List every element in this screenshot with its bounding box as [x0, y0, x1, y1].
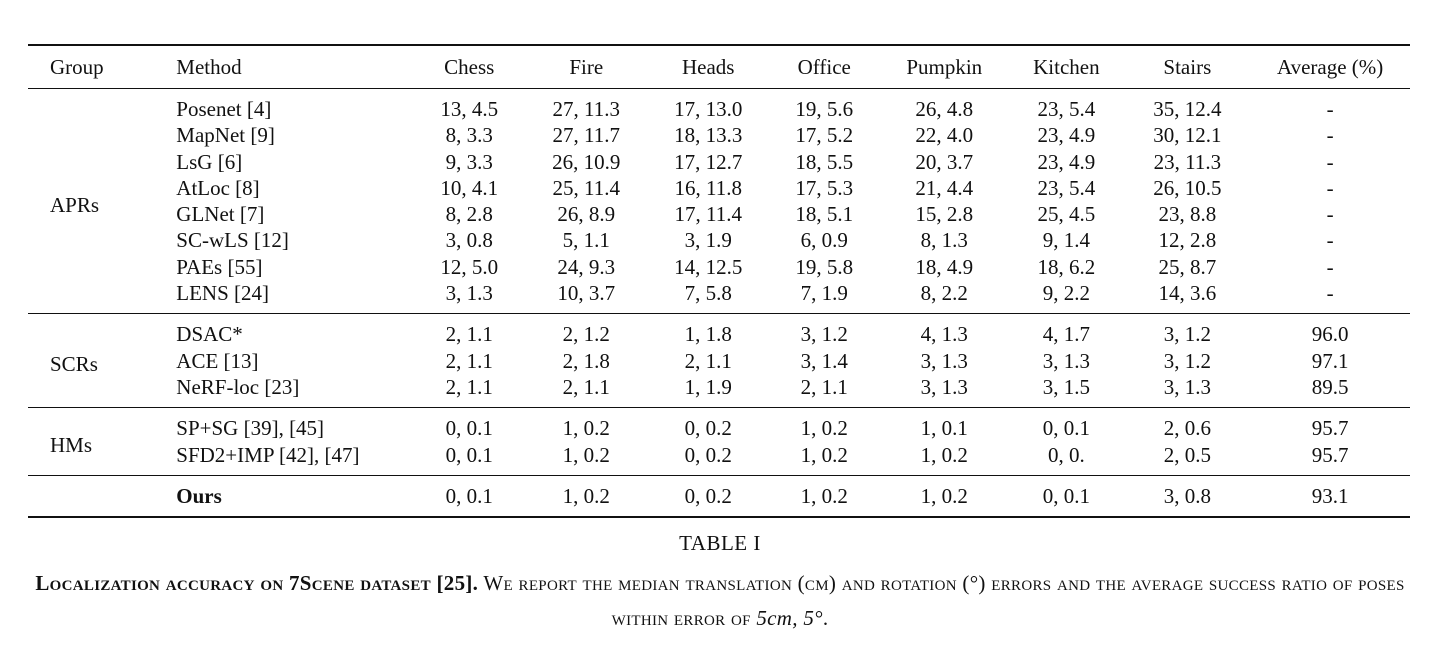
table-caption-label: TABLE I	[679, 531, 761, 555]
cell-pumpkin: 20, 3.7	[915, 149, 974, 174]
method-cell: MapNet [9]	[176, 123, 275, 148]
method-cell: LENS [24]	[176, 281, 270, 306]
cell-pumpkin: 21, 4.4	[915, 175, 974, 200]
cell-kitchen: 3, 1.3	[1042, 348, 1090, 373]
table-row	[28, 254, 1410, 280]
cell-fire: 5, 1.1	[562, 228, 610, 253]
cell-pumpkin: 22, 4.0	[915, 123, 974, 148]
cell-pumpkin: 15, 2.8	[915, 202, 974, 227]
header-pumpkin: Pumpkin	[880, 45, 1008, 89]
method-cell-ours: Ours	[176, 475, 414, 517]
method-cell: GLNet [7]	[176, 202, 265, 227]
cell-average: 96.0	[1250, 314, 1410, 348]
cell-fire: 26, 8.9	[557, 202, 616, 227]
table-row	[28, 314, 1410, 348]
table-row	[28, 201, 1410, 227]
cell-kitchen: 9, 2.2	[1042, 281, 1090, 306]
cell-pumpkin: 3, 1.3	[920, 348, 968, 373]
cell-heads: 0, 0.2	[684, 442, 732, 467]
cell-fire: 1, 0.2	[562, 442, 610, 467]
method-cell: AtLoc [8]	[176, 175, 260, 200]
cell-office: 19, 5.6	[795, 97, 854, 121]
method-cell: ACE [13]	[176, 348, 259, 373]
cell-pumpkin: 8, 2.2	[920, 281, 968, 306]
cell-heads: 1, 1.8	[648, 314, 768, 348]
table-row	[28, 442, 1410, 476]
cell-kitchen: 0, 0.	[1047, 442, 1085, 467]
method-cell: Posenet [4]	[176, 97, 272, 121]
table-row	[28, 122, 1410, 148]
cell-heads: 2, 1.1	[684, 348, 732, 373]
cell-heads: 0, 0.2	[648, 475, 768, 517]
header-stairs: Stairs	[1124, 45, 1250, 89]
cell-stairs: 30, 12.1	[1153, 123, 1222, 148]
table-row	[28, 348, 1410, 374]
cell-chess: 9, 3.3	[445, 149, 493, 174]
cell-office: 18, 5.1	[795, 202, 854, 227]
cell-office: 1, 0.2	[768, 408, 880, 442]
cell-chess: 12, 5.0	[440, 254, 499, 279]
cell-heads: 17, 11.4	[674, 202, 742, 227]
cell-fire: 10, 3.7	[557, 281, 616, 306]
cell-stairs: 23, 8.8	[1158, 202, 1217, 227]
cell-fire: 1, 0.2	[524, 408, 648, 442]
cell-kitchen: 4, 1.7	[1008, 314, 1124, 348]
cell-stairs: 3, 0.8	[1124, 475, 1250, 517]
cell-heads: 14, 12.5	[674, 254, 743, 279]
cell-heads: 17, 12.7	[674, 149, 743, 174]
cell-average: 97.1	[1311, 348, 1349, 373]
cell-chess: 10, 4.1	[440, 175, 499, 200]
header-office: Office	[768, 45, 880, 89]
cell-fire: 2, 1.8	[562, 348, 610, 373]
cell-pumpkin: 3, 1.3	[920, 374, 968, 399]
group-label-aprs: APRs	[50, 192, 100, 217]
method-cell: SFD2+IMP [42], [47]	[176, 442, 360, 467]
cell-fire: 24, 9.3	[557, 254, 616, 279]
cell-office: 19, 5.8	[795, 254, 854, 279]
cell-pumpkin: 1, 0.2	[880, 475, 1008, 517]
cell-pumpkin: 26, 4.8	[915, 97, 974, 121]
cell-average: -	[1326, 281, 1334, 306]
cell-chess: 2, 1.1	[445, 374, 493, 399]
group-label-scrs: SCRs	[28, 314, 176, 408]
cell-heads: 7, 5.8	[684, 281, 732, 306]
cell-average: 93.1	[1250, 475, 1410, 517]
cell-heads: 17, 13.0	[674, 97, 743, 121]
header-method: Method	[176, 45, 414, 89]
header-chess: Chess	[414, 45, 524, 89]
caption-body-1: We report the median translation (cm) and rotation (	[483, 571, 970, 595]
cell-heads: 1, 1.9	[684, 374, 732, 399]
header-fire: Fire	[524, 45, 648, 89]
cell-office: 2, 1.1	[800, 374, 848, 399]
header-row	[28, 45, 1410, 89]
cell-stairs: 35, 12.4	[1153, 97, 1222, 121]
cell-chess: 2, 1.1	[445, 348, 493, 373]
table-body	[28, 89, 1410, 518]
table-row	[28, 89, 1410, 123]
method-cell: PAEs [55]	[176, 254, 263, 279]
caption-body-2: ) errors and the average success ratio of poses within error of	[611, 571, 1405, 630]
group-label-hms: HMs	[28, 408, 176, 476]
cell-office: 17, 5.2	[795, 123, 854, 148]
table-row	[28, 149, 1410, 175]
header-average: Average (%)	[1250, 45, 1410, 89]
cell-heads: 3, 1.9	[684, 228, 732, 253]
cell-chess: 13, 4.5	[440, 97, 499, 121]
table-row	[28, 175, 1410, 201]
cell-kitchen: 18, 6.2	[1037, 254, 1096, 279]
cell-fire: 27, 11.3	[552, 97, 620, 121]
cell-office: 1, 0.2	[768, 475, 880, 517]
method-cell: DSAC*	[176, 314, 414, 348]
header-heads: Heads	[648, 45, 768, 89]
cell-heads: 0, 0.2	[648, 408, 768, 442]
cell-office: 3, 1.4	[800, 348, 848, 373]
cell-office: 6, 0.9	[800, 228, 848, 253]
cell-pumpkin: 1, 0.2	[920, 442, 968, 467]
cell-stairs: 3, 1.3	[1163, 374, 1211, 399]
cell-stairs: 3, 1.2	[1163, 348, 1211, 373]
method-cell: NeRF-loc [23]	[176, 374, 300, 399]
header-kitchen: Kitchen	[1008, 45, 1124, 89]
group-label-empty	[28, 475, 176, 517]
table-row	[28, 280, 1410, 314]
cell-fire: 1, 0.2	[524, 475, 648, 517]
cell-chess: 3, 0.8	[445, 228, 493, 253]
cell-chess: 3, 1.3	[445, 281, 493, 306]
results-table	[28, 44, 1410, 518]
cell-office: 3, 1.2	[768, 314, 880, 348]
cell-fire: 26, 10.9	[552, 149, 621, 174]
cell-chess: 8, 3.3	[445, 123, 493, 148]
cell-pumpkin: 4, 1.3	[880, 314, 1008, 348]
cell-stairs: 14, 3.6	[1158, 281, 1217, 306]
cell-chess: 0, 0.1	[414, 408, 524, 442]
cell-fire: 25, 11.4	[552, 175, 620, 200]
caption-degree: °	[969, 571, 979, 595]
cell-kitchen: 3, 1.5	[1042, 374, 1090, 399]
cell-fire: 2, 1.1	[562, 374, 610, 399]
cell-chess: 2, 1.1	[414, 314, 524, 348]
cell-stairs: 26, 10.5	[1153, 175, 1222, 200]
cell-average: -	[1326, 123, 1334, 148]
cell-fire: 27, 11.7	[552, 123, 620, 148]
cell-average: -	[1326, 228, 1334, 253]
cell-heads: 16, 11.8	[674, 175, 742, 200]
table-header	[28, 45, 1410, 89]
cell-kitchen: 0, 0.1	[1008, 408, 1124, 442]
cell-office: 18, 5.5	[795, 149, 854, 174]
header-group: Group	[28, 45, 176, 89]
cell-chess: 8, 2.8	[445, 202, 493, 227]
cell-kitchen: 23, 5.4	[1037, 97, 1096, 121]
cell-kitchen: 0, 0.1	[1008, 475, 1124, 517]
cell-pumpkin: 18, 4.9	[915, 254, 974, 279]
table-caption	[10, 566, 1430, 636]
cell-average: 89.5	[1311, 374, 1349, 399]
method-cell: SP+SG [39], [45]	[176, 408, 414, 442]
cell-average: -	[1326, 202, 1334, 227]
results-table-container	[28, 44, 1410, 518]
method-cell: SC-wLS [12]	[176, 228, 289, 253]
method-cell: LsG [6]	[176, 149, 243, 174]
cell-average: 95.7	[1311, 442, 1349, 467]
cell-chess: 0, 0.1	[445, 442, 493, 467]
cell-stairs: 23, 11.3	[1153, 149, 1222, 174]
table-row	[28, 408, 1410, 442]
cell-kitchen: 23, 5.4	[1037, 175, 1096, 200]
cell-average: 95.7	[1250, 408, 1410, 442]
cell-kitchen: 23, 4.9	[1037, 123, 1096, 148]
cell-office: 7, 1.9	[800, 281, 848, 306]
cell-average: -	[1326, 149, 1334, 174]
cell-average: -	[1326, 97, 1334, 121]
cell-stairs: 25, 8.7	[1158, 254, 1217, 279]
cell-office: 17, 5.3	[795, 175, 854, 200]
cell-pumpkin: 8, 1.3	[920, 228, 968, 253]
cell-stairs: 3, 1.2	[1124, 314, 1250, 348]
cell-stairs: 2, 0.5	[1163, 442, 1211, 467]
caption-end: .	[822, 606, 829, 630]
cell-stairs: 12, 2.8	[1158, 228, 1217, 253]
caption-lead: Localization accuracy on 7Scene dataset [25].	[35, 571, 479, 595]
cell-heads: 18, 13.3	[674, 123, 743, 148]
caption-math: 5cm, 5°	[756, 606, 823, 630]
cell-fire: 2, 1.2	[524, 314, 648, 348]
cell-average: -	[1326, 254, 1334, 279]
table-row	[28, 374, 1410, 408]
cell-stairs: 2, 0.6	[1124, 408, 1250, 442]
cell-chess: 0, 0.1	[414, 475, 524, 517]
cell-pumpkin: 1, 0.1	[880, 408, 1008, 442]
table-row-ours	[28, 475, 1410, 517]
cell-kitchen: 25, 4.5	[1037, 202, 1096, 227]
cell-kitchen: 23, 4.9	[1037, 149, 1096, 174]
cell-office: 1, 0.2	[800, 442, 848, 467]
cell-average: -	[1326, 175, 1334, 200]
table-row	[28, 227, 1410, 253]
cell-kitchen: 9, 1.4	[1042, 228, 1090, 253]
